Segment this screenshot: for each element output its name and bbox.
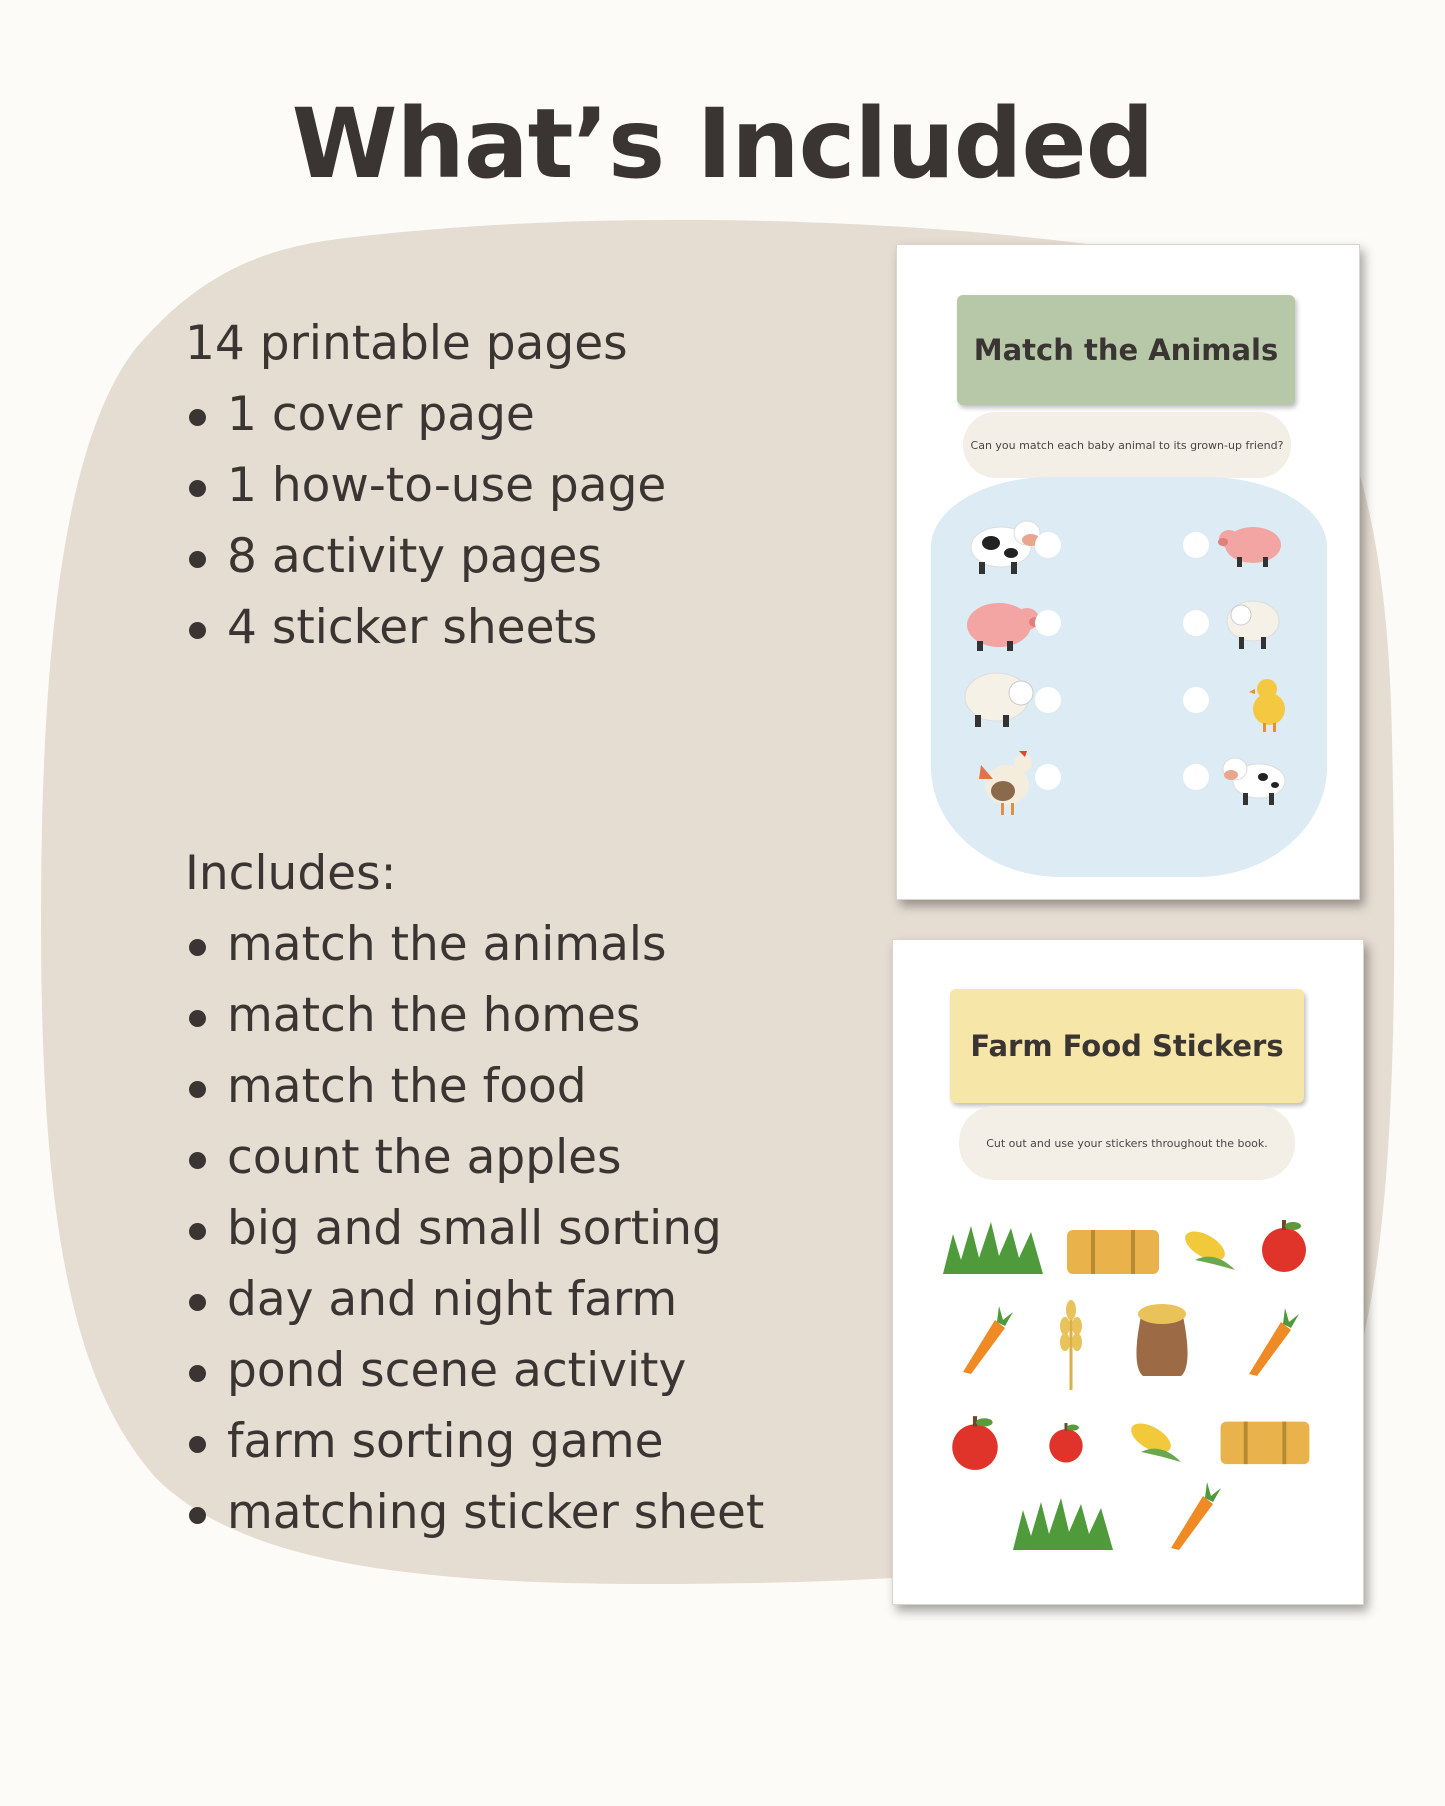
rooster-icon [973,745,1043,817]
hay-bale-icon [1063,1220,1163,1278]
list-item: farm sorting game [185,1406,764,1477]
apple-icon [1257,1216,1311,1274]
match-sheet-title: Match the Animals [957,295,1295,405]
apple-icon [1045,1420,1087,1464]
match-dot[interactable] [1035,687,1061,713]
included-lists [185,308,764,1548]
match-dot[interactable] [1183,764,1209,790]
piglet-icon [1215,517,1287,569]
list-item: 1 how-to-use page [185,450,764,521]
wheat-icon [1049,1296,1093,1392]
list-item: match the food [185,1051,764,1122]
sticker-sheet-instruction: Cut out and use your stickers throughout the book. [959,1106,1295,1180]
chick-icon [1245,673,1291,733]
list-item: matching sticker sheet [185,1477,764,1548]
match-dot[interactable] [1183,532,1209,558]
pages-list [185,379,764,663]
list-item: match the animals [185,909,764,980]
match-sheet-instruction: Can you match each baby animal to its grown-up friend? [963,412,1291,478]
lamb-icon [1219,591,1285,653]
match-dot[interactable] [1035,764,1061,790]
carrot-icon [1241,1306,1301,1378]
list-item: count the apples [185,1122,764,1193]
includes-heading: Includes: [185,846,397,901]
apple-icon [947,1412,1003,1472]
farm-food-stickers-sheet-preview [892,939,1364,1605]
carrot-icon [1163,1480,1223,1552]
sticker-sheet-title: Farm Food Stickers [950,989,1304,1103]
match-dot[interactable] [1183,610,1209,636]
list-item: 4 sticker sheets [185,592,764,663]
calf-icon [1219,745,1293,809]
list-item: day and night farm [185,1264,764,1335]
grass-icon [1011,1496,1115,1552]
match-dot[interactable] [1035,610,1061,636]
list-item: pond scene activity [185,1335,764,1406]
grain-sack-icon [1127,1296,1197,1380]
includes-list [185,909,764,1548]
pig-icon [963,593,1043,653]
list-item: 1 cover page [185,379,764,450]
corn-icon [1121,1412,1185,1468]
sheep-icon [961,665,1041,731]
cow-icon [965,507,1045,577]
corn-icon [1175,1220,1239,1276]
match-dot[interactable] [1035,532,1061,558]
page-title: What’s Included [291,88,1154,200]
match-dot[interactable] [1183,687,1209,713]
match-animals-sheet-preview [896,244,1360,900]
carrot-icon [955,1304,1015,1376]
list-item: big and small sorting [185,1193,764,1264]
list-item: match the homes [185,980,764,1051]
grass-icon [941,1220,1045,1276]
list-item: 8 activity pages [185,521,764,592]
pages-heading: 14 printable pages [185,316,628,371]
hay-bale-icon [1215,1412,1315,1468]
